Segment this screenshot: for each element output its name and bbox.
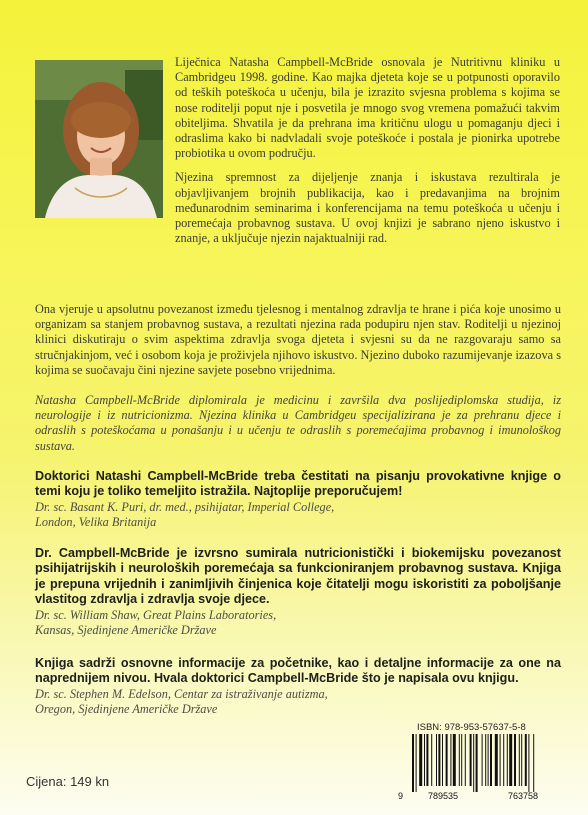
author-bio: [175, 55, 560, 246]
barcode-bar: [419, 734, 422, 786]
endorsement-3-text: Knjiga sadrži osnovne informacije za početnike, kao i detaljne informacije za one na naprednijem nivou. Hvala doktorici Campbell-McBride što je napisala ovu knjigu.: [35, 656, 561, 686]
barcode-bar: [442, 734, 443, 786]
barcode-bar: [431, 734, 432, 786]
bio-paragraph-1: Liječnica Natasha Campbell-McBride osnovala je Nutritivnu kliniku u Cambridgeu 1998. godine. Kao majka djeteta koje se u potpunosti oporavilo od teških poteškoća u učenju, bila je izrazito svjesna problema s kojima se nose roditelji poput nje i posvetila je mnogo svog vremena pomažući takvim obiteljima. Shvatila je da prehrana ima kritičnu ulogu u pomaganju djeci i odraslima kako bi nadvladali svoje poteškoće i postala je pionirka upotrebe probiotika u ovom području.: [175, 55, 560, 161]
endorsement-2-source-line1: Dr. sc. William Shaw, Great Plains Laboratories,: [35, 607, 277, 622]
barcode-bar: [495, 734, 498, 786]
barcode-bar: [490, 734, 492, 786]
author-photo: [35, 60, 163, 218]
barcode-bar: [470, 734, 472, 786]
barcode-bar: [509, 734, 512, 786]
barcode-bar: [436, 734, 437, 786]
barcode-digits-left: 789535: [428, 791, 459, 801]
endorsement-3-source-line2: Oregon, Sjedinjene Američke Države: [35, 702, 218, 717]
barcode-bar: [453, 734, 456, 786]
bio-paragraph-2: Njezina spremnost za dijeljenje znanja i iskustava rezultirala je objavljivanjem brojnih publikacija, kao i predavanjima na brojnim međunarodnim seminarima i konferencijama na temu poteškoća u učenju i poremećaja probavnog sustava. U ovoj knjizi je sabrano njeno iskustvo i znanje, a uključuje njezin najaktualniji rad.: [175, 170, 560, 246]
barcode-bar: [519, 734, 520, 786]
barcode-bar: [488, 734, 489, 786]
barcode-bar: [521, 734, 522, 786]
barcode-bar: [412, 734, 414, 792]
endorsement-2-source-line2: Kansas, Sjedinjene Američke Države: [35, 622, 217, 637]
barcode-bar: [465, 734, 466, 786]
barcode-bar: [476, 734, 478, 792]
price-label: Cijena: 149 kn: [26, 774, 110, 789]
barcode-digit-lead: 9: [398, 791, 404, 801]
barcode-bar: [485, 734, 486, 786]
endorsement-1-source-line2: London, Velika Britanija: [35, 515, 157, 530]
barcode-bar: [424, 734, 425, 786]
barcode-digits-right: 763758: [508, 791, 539, 801]
barcode-bar: [416, 734, 417, 792]
endorsement-1-text: Doktorici Natashi Campbell-McBride treba čestitati na pisanju provokativne knjige o temi koju je toliko temeljito istražila. Najtoplije preporučujem!: [35, 469, 561, 499]
endorsement-3: [35, 656, 561, 717]
endorsement-3-source-line1: Dr. sc. Stephen M. Edelson, Centar za istraživanje autizma,: [35, 686, 328, 701]
barcode-bar: [514, 734, 516, 786]
barcode-bar: [482, 734, 483, 786]
barcode-bar: [426, 734, 428, 786]
endorsement-1-source-line1: Dr. sc. Basant K. Puri, dr. med., psihijatar, Imperial College,: [35, 499, 335, 514]
endorsement-2-text: Dr. Campbell-McBride je izvrsno sumirala nutricionistički i biokemijsku povezanost psihijatrijskih i neuroloških poremećaja sa funkcioniranjem probavnog sustava. Knjiga je prepuna vrijednih i zanimljivih činjenica koje čitatelji mogu iskoristiti za poboljšanje vlastitog zdravlja i zdravlja svoje djece.: [35, 546, 561, 607]
barcode-bar: [450, 734, 451, 786]
endorsement-1: [35, 469, 561, 530]
barcode-bar: [446, 734, 448, 786]
bio-paragraph-4: Natasha Campbell-McBride diplomirala je medicinu i završila dva poslijediplomska studija, iz neurologije i iz nutricionizma. Njezina klinika u Cambridgeu specijalizirana je za prehranu djece i odraslih s poteškoćama u ponašanju i u učenju te odraslih s poremećajima probavnog i imunološkog sustava.: [35, 393, 561, 453]
isbn-label: ISBN: 978-953-57637-5-8: [417, 722, 526, 733]
barcode-bar: [528, 734, 529, 792]
endorsement-2: [35, 546, 561, 638]
barcode-bar: [473, 734, 474, 792]
barcode-bar: [533, 734, 534, 792]
barcode-bar: [503, 734, 504, 786]
barcode-bar: [525, 734, 527, 786]
barcode-bar: [461, 734, 462, 786]
barcode-bar: [507, 734, 508, 786]
barcode-bar: [438, 734, 440, 786]
barcode-bar: [500, 734, 501, 786]
bio-paragraph-3: Ona vjeruje u apsolutnu povezanost između tjelesnog i mentalnog zdravlja te hrane i pića koje unosimo u organizam sa stanjem probavnog sustava, a rezultati njezina rada podupiru njen stav. Roditelji u njezinoj klinici diskutiraju o svim aspektima zdravlja svoga djeteta i svjesni su da ne razgovaraju samo sa stručnjakinjom, već i osobom koja je proživjela njihovo iskustvo. Njezino duboko razumijevanje izazova s kojima se suočavaju čini njezine savjete posebno vrijednima.: [35, 302, 561, 377]
barcode-bar: [459, 734, 460, 786]
